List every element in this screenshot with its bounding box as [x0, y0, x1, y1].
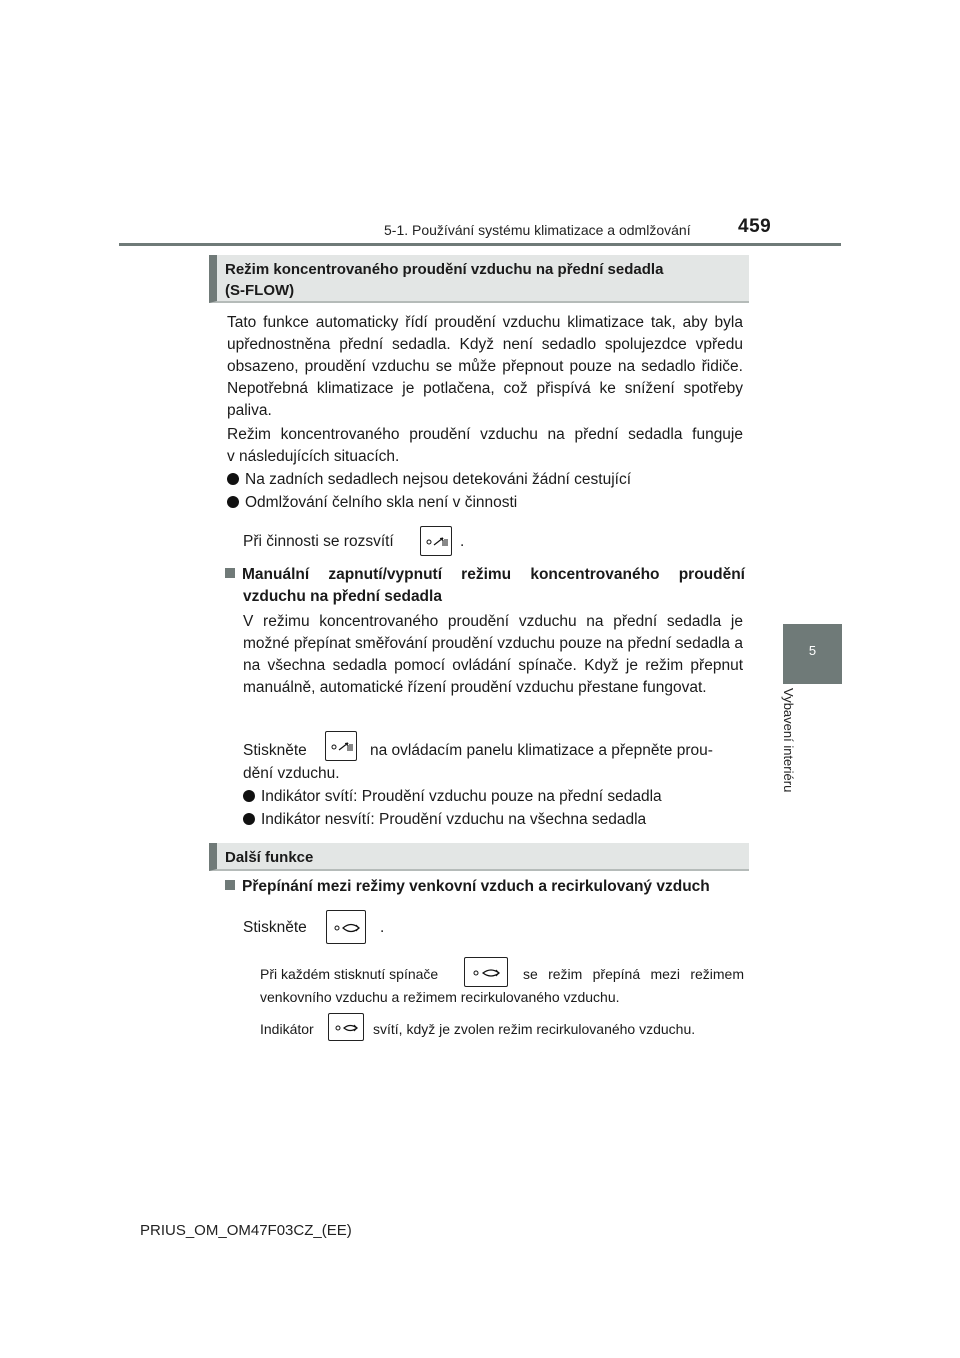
s-flow-icon	[420, 526, 452, 556]
subheading-manual-line2: vzduchu na přední sedadla	[243, 588, 442, 605]
square-bullet	[225, 880, 235, 890]
header-rule	[119, 243, 841, 246]
press-text: Stiskněte	[243, 742, 307, 759]
chapter-tab-label: Vybavení interiéru	[781, 688, 796, 793]
indicator-note: Indikátor	[260, 1021, 314, 1037]
manual-paragraph: V režimu koncentrovaného proudění vzduchu na přední sedadla je možné přepínat směřování proudění vzduchu pouze na přední sedadla a na všechna sedadla pomocí ovládání spínače. Když je režim přepnut manuálně, automatické řízení proudění vzduchu přestane fungovat.	[243, 613, 743, 696]
recirculation-icon	[464, 957, 508, 987]
note-text-suffix: se režim přepíná mezi režimem	[523, 966, 744, 982]
section-heading-s-flow: Režim koncentrovaného proudění vzduchu na přední sedadla (S-FLOW)	[209, 255, 749, 303]
situations-line1: Režim koncentrovaného proudění vzduchu na přední sedadla funguje	[227, 426, 743, 443]
recirculation-icon	[328, 1013, 364, 1041]
recirculation-icon	[326, 910, 366, 944]
bullet-dot	[243, 813, 255, 825]
intro-paragraph: Tato funkce automaticky řídí proudění vzduchu klimatizace tak, aby byla upřednostněna přední sedadla. Když není sedadlo spolujezdce vpředu obsazeno, proudění vzduchu se může přepnout pouze na sedadlo řidiče. Nepotřebná klimatizace je potlačena, což přispívá ke snížení spotřeby paliva.	[227, 314, 743, 419]
subheading-manual: Manuální zapnutí/vypnutí režimu koncentrovaného proudění	[225, 564, 745, 586]
square-bullet	[225, 568, 235, 578]
s-flow-icon	[325, 731, 357, 761]
note-text-line2: venkovního vzduchu a režimem recirkulovaného vzduchu.	[260, 989, 620, 1005]
list-item: Na zadních sedadlech nejsou detekováni žádní cestující	[227, 469, 631, 491]
document-code: PRIUS_OM_OM47F03CZ_(EE)	[140, 1222, 352, 1239]
bullet-dot	[227, 496, 239, 508]
page-number: 459	[738, 216, 772, 237]
press-text: Stiskněte	[243, 919, 307, 936]
press-text-suffix: na ovládacím panelu klimatizace a přepněte prou-	[370, 742, 713, 759]
press-text-line2: dění vzduchu.	[243, 765, 340, 782]
chapter-tab-number: 5	[808, 643, 817, 658]
list-item: Odmlžování čelního skla není v činnosti	[227, 492, 517, 514]
section-heading-other-functions: Další funkce	[209, 843, 749, 871]
subheading-recirculation: Přepínání mezi režimy venkovní vzduch a recirkulovaný vzduch	[225, 876, 710, 898]
list-item: Indikátor nesvítí: Proudění vzduchu na všechna sedadla	[243, 809, 646, 831]
list-item: Indikátor svítí: Proudění vzduchu pouze na přední sedadla	[243, 786, 662, 808]
period: .	[380, 919, 385, 936]
bullet-dot	[227, 473, 239, 485]
period: .	[460, 533, 465, 550]
situations-line2: v následujících situacích.	[227, 448, 400, 465]
indicator-note-suffix: svítí, když je zvolen režim recirkulovaného vzduchu.	[373, 1021, 696, 1037]
note-text: Při každém stisknutí spínače	[260, 966, 439, 982]
active-indicator-text: Při činnosti se rozsvítí	[243, 533, 394, 550]
chapter-header: 5-1. Používání systému klimatizace a odmlžování	[384, 222, 691, 238]
bullet-dot	[243, 790, 255, 802]
